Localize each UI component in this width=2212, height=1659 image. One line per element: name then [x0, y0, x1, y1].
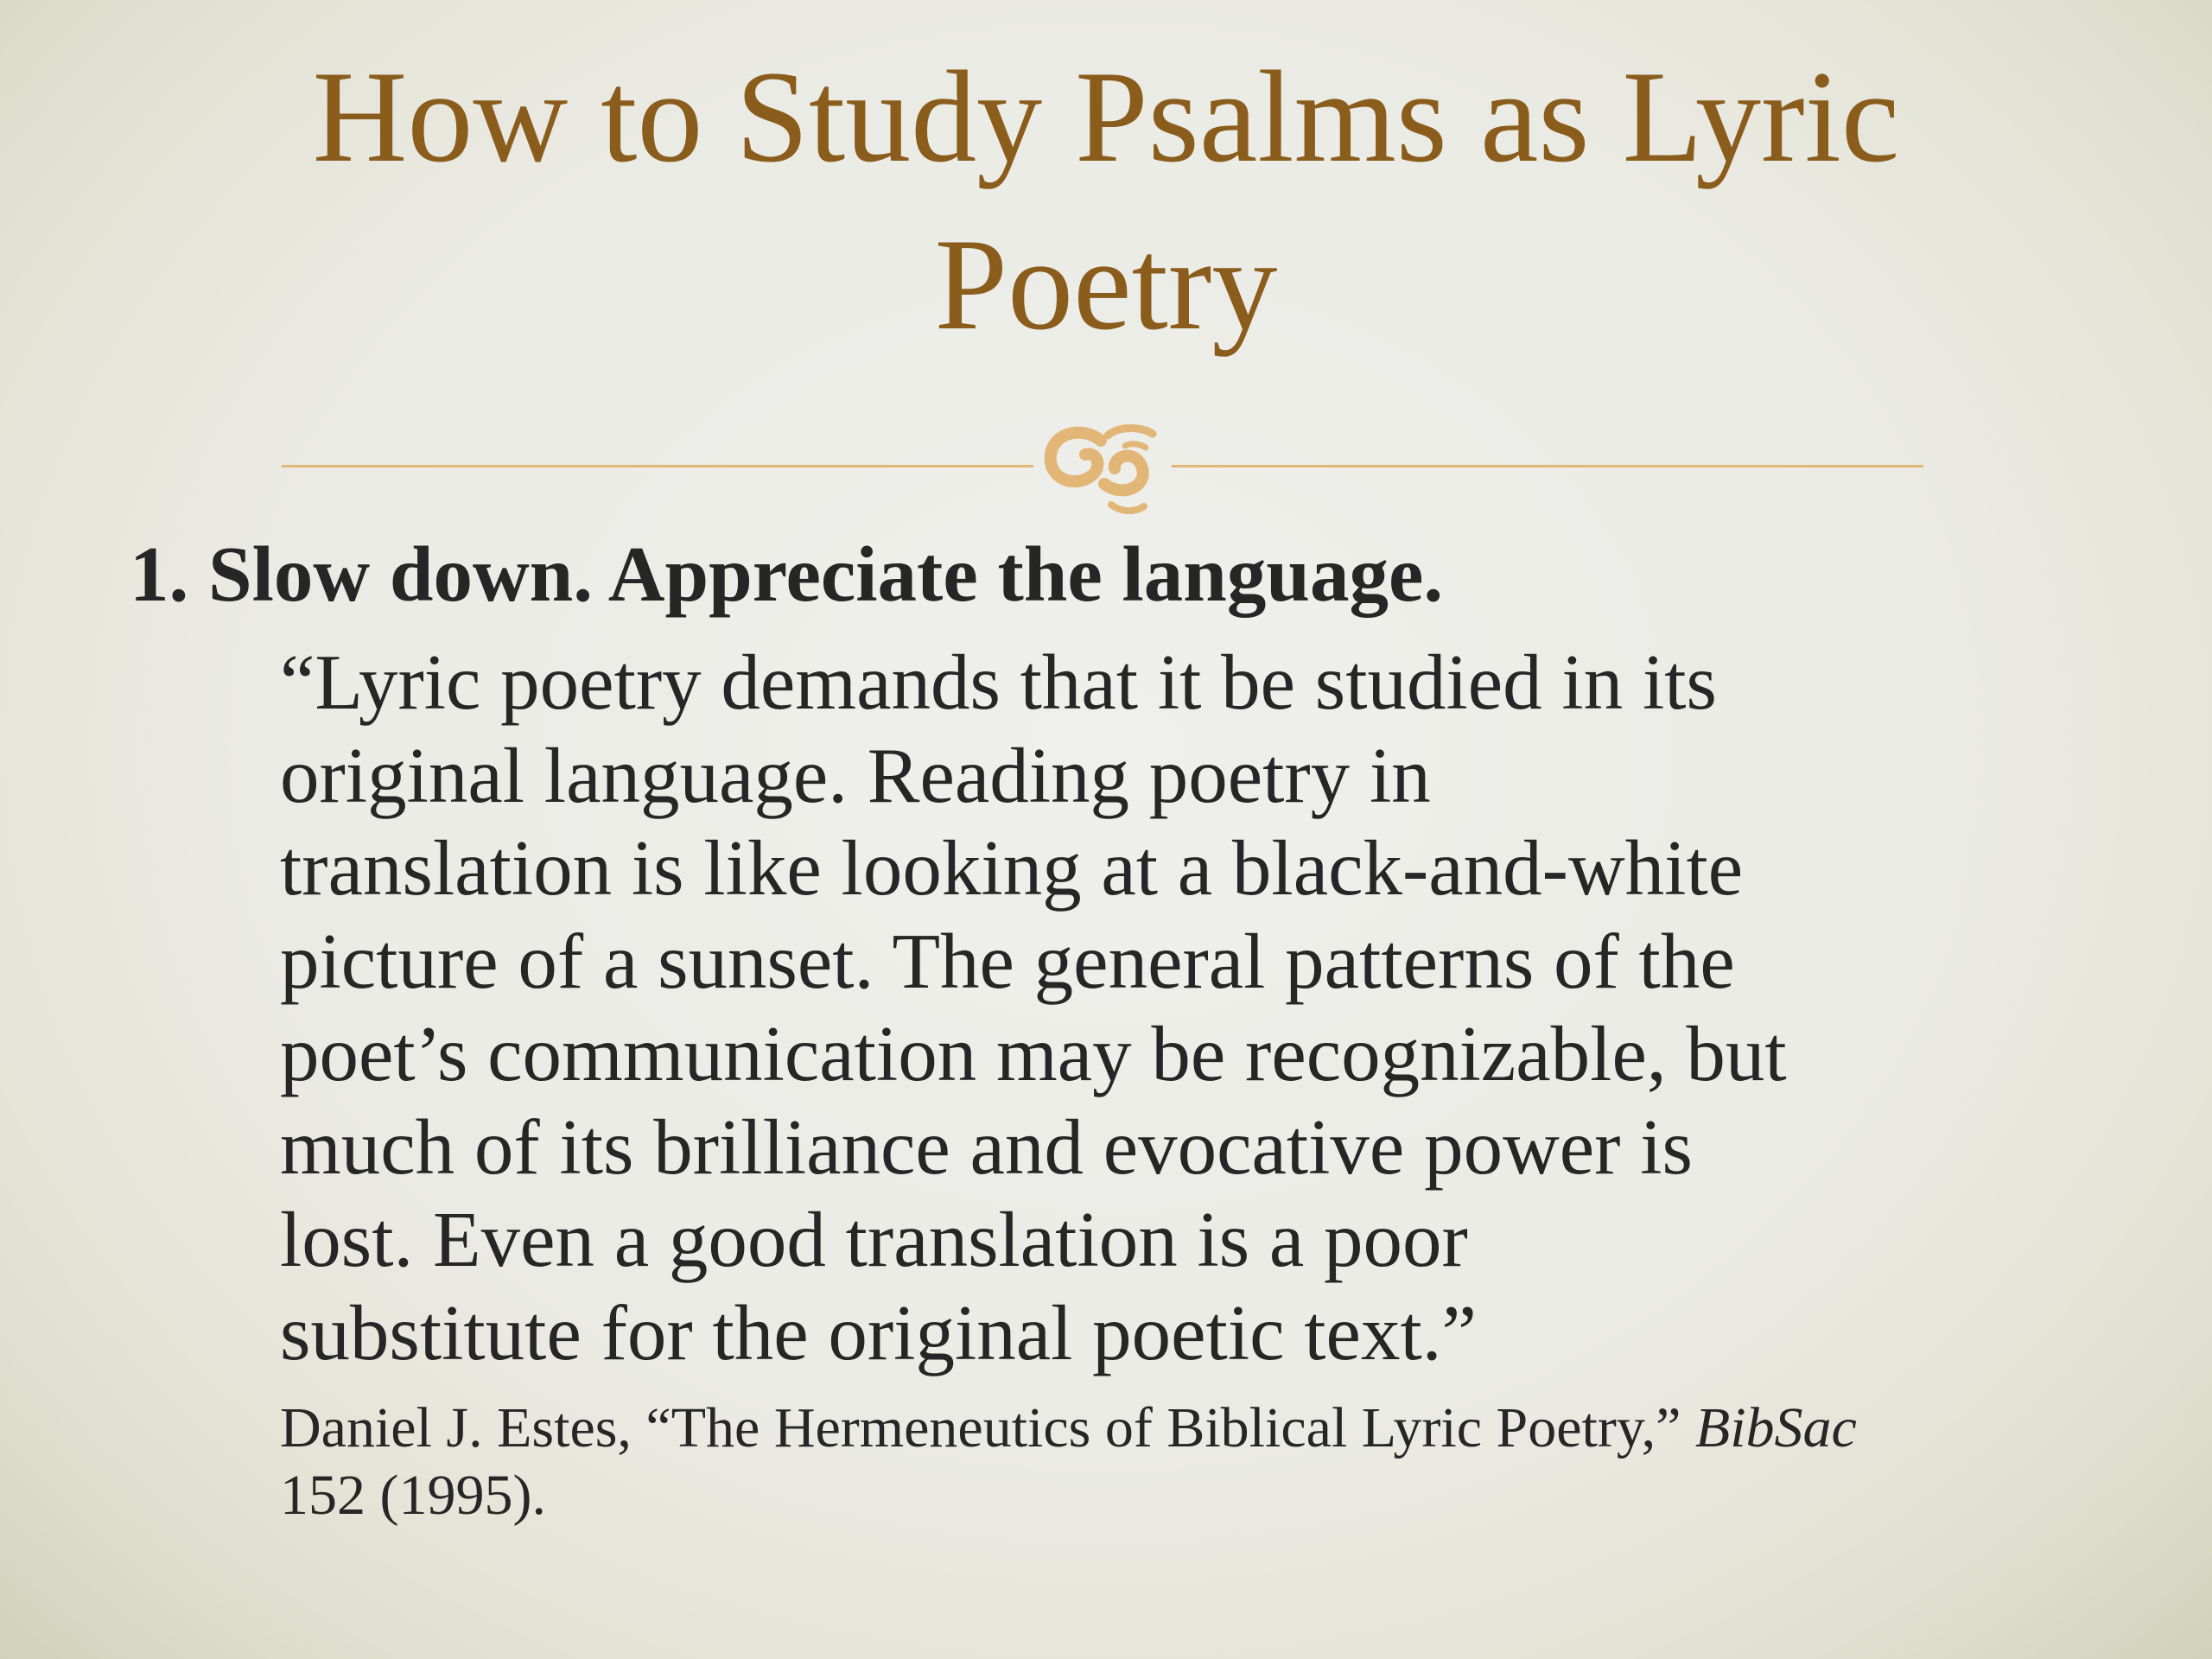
citation-text: Daniel J. Estes, “The Hermeneutics of Biblical Lyric Poetry,” [280, 1396, 1695, 1459]
quote-line: translation is like looking at a black-and-white [280, 824, 1744, 912]
citation-line: 152 (1995). [280, 1464, 546, 1527]
quote-block [280, 636, 2164, 1379]
citation-journal: BibSac [1694, 1396, 1857, 1459]
slide-title-line: How to Study Psalms as Lyric [312, 44, 1900, 189]
slide-title-line: Poetry [934, 212, 1278, 357]
quote-line: substitute for the original poetic text.” [280, 1288, 1477, 1376]
slide-title [156, 33, 2056, 368]
quote-line: much of its brilliance and evocative power is [280, 1103, 1693, 1191]
divider-line-right [1172, 465, 1923, 467]
quote-line: picture of a sunset. The general patterns of the [280, 917, 1735, 1005]
point-heading: 1. Slow down. Appreciate the language. [130, 531, 1444, 618]
divider-line-left [282, 465, 1033, 467]
quote-line: “Lyric poetry demands that it be studied in its [280, 639, 1717, 726]
quote-line: lost. Even a good translation is a poor [280, 1196, 1468, 1283]
quote-line: poet’s communication may be recognizable, but [280, 1010, 1787, 1097]
citation [280, 1395, 2181, 1529]
citation-line [280, 1395, 2181, 1462]
fleuron-ornament-icon [1025, 404, 1180, 517]
quote-line: original language. Reading poetry in [280, 731, 1431, 819]
